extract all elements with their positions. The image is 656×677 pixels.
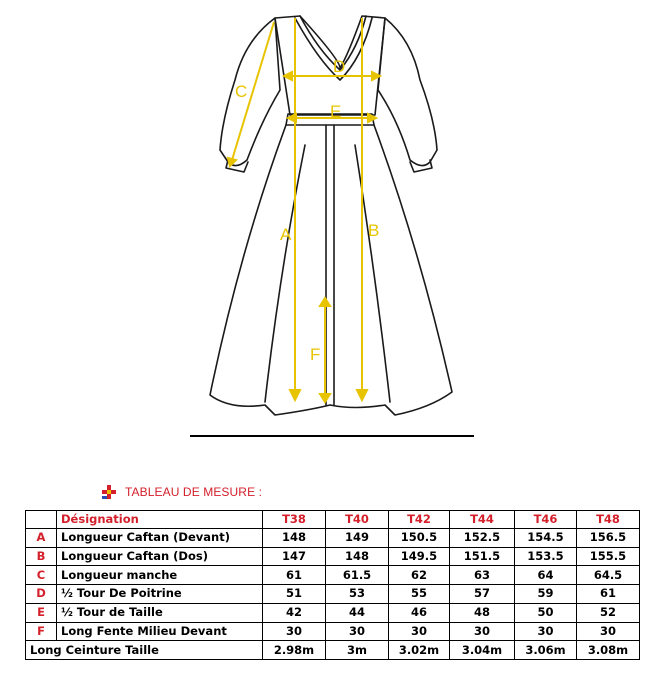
row-value: 147 bbox=[263, 547, 326, 566]
row-value: 61 bbox=[263, 566, 326, 585]
row-value: 153.5 bbox=[515, 547, 577, 566]
row-value: 149.5 bbox=[389, 547, 450, 566]
footer-value: 3.06m bbox=[515, 641, 577, 660]
dim-letter-f: F bbox=[310, 345, 321, 364]
dim-letter-a: A bbox=[280, 225, 292, 244]
row-value: 61 bbox=[577, 585, 640, 604]
row-label: Longueur Caftan (Devant) bbox=[57, 529, 263, 548]
row-label: Longueur manche bbox=[57, 566, 263, 585]
dim-letter-e: E bbox=[330, 102, 342, 121]
row-value: 148 bbox=[263, 529, 326, 548]
row-value: 57 bbox=[450, 585, 515, 604]
header-blank bbox=[26, 511, 57, 529]
footer-value: 3m bbox=[326, 641, 389, 660]
plus-star-icon bbox=[100, 484, 118, 500]
table-title-row bbox=[100, 484, 262, 500]
row-label: ½ Tour De Poitrine bbox=[57, 585, 263, 604]
header-size-t44: T44 bbox=[450, 511, 515, 529]
footer-value: 3.02m bbox=[389, 641, 450, 660]
row-value: 55 bbox=[389, 585, 450, 604]
row-value: 148 bbox=[326, 547, 389, 566]
row-value: 46 bbox=[389, 603, 450, 622]
row-value: 64.5 bbox=[577, 566, 640, 585]
header-size-t38: T38 bbox=[263, 511, 326, 529]
skirt-outline bbox=[210, 125, 452, 415]
row-value: 154.5 bbox=[515, 529, 577, 548]
row-value: 156.5 bbox=[577, 529, 640, 548]
row-value: 48 bbox=[450, 603, 515, 622]
dim-letter-c: C bbox=[235, 82, 248, 101]
row-value: 44 bbox=[326, 603, 389, 622]
footer-value: 3.08m bbox=[577, 641, 640, 660]
table-row bbox=[26, 585, 640, 604]
row-label: Long Fente Milieu Devant bbox=[57, 622, 263, 641]
row-value: 30 bbox=[263, 622, 326, 641]
footer-value: 2.98m bbox=[263, 641, 326, 660]
row-code: B bbox=[26, 547, 57, 566]
row-value: 30 bbox=[515, 622, 577, 641]
table-row bbox=[26, 603, 640, 622]
row-code: E bbox=[26, 603, 57, 622]
row-value: 152.5 bbox=[450, 529, 515, 548]
row-value: 42 bbox=[263, 603, 326, 622]
row-value: 62 bbox=[389, 566, 450, 585]
footer-label: Long Ceinture Taille bbox=[26, 641, 263, 660]
footer-value: 3.04m bbox=[450, 641, 515, 660]
row-value: 30 bbox=[326, 622, 389, 641]
table-row bbox=[26, 622, 640, 641]
row-code: F bbox=[26, 622, 57, 641]
row-code: A bbox=[26, 529, 57, 548]
right-sleeve bbox=[378, 18, 437, 166]
row-value: 30 bbox=[389, 622, 450, 641]
header-size-t48: T48 bbox=[577, 511, 640, 529]
dim-letter-d: D bbox=[333, 57, 346, 76]
table-footer-row bbox=[26, 641, 640, 660]
row-value: 63 bbox=[450, 566, 515, 585]
header-size-t46: T46 bbox=[515, 511, 577, 529]
row-value: 30 bbox=[577, 622, 640, 641]
table-row bbox=[26, 566, 640, 585]
table-title: TABLEAU DE MESURE : bbox=[125, 485, 263, 499]
row-value: 150.5 bbox=[389, 529, 450, 548]
dim-letter-b: B bbox=[368, 221, 380, 240]
row-code: C bbox=[26, 566, 57, 585]
left-sleeve bbox=[220, 18, 280, 166]
header-designation: Désignation bbox=[57, 511, 263, 529]
table-header-row bbox=[26, 511, 640, 529]
header-size-t40: T40 bbox=[326, 511, 389, 529]
center-slit bbox=[326, 125, 334, 405]
row-value: 59 bbox=[515, 585, 577, 604]
row-label: Longueur Caftan (Dos) bbox=[57, 547, 263, 566]
row-value: 61.5 bbox=[326, 566, 389, 585]
row-value: 51 bbox=[263, 585, 326, 604]
row-value: 30 bbox=[450, 622, 515, 641]
table-row bbox=[26, 547, 640, 566]
row-value: 50 bbox=[515, 603, 577, 622]
row-value: 64 bbox=[515, 566, 577, 585]
row-value: 53 bbox=[326, 585, 389, 604]
row-label: ½ Tour de Taille bbox=[57, 603, 263, 622]
row-value: 155.5 bbox=[577, 547, 640, 566]
table-row bbox=[26, 529, 640, 548]
header-size-t42: T42 bbox=[389, 511, 450, 529]
row-value: 149 bbox=[326, 529, 389, 548]
row-value: 151.5 bbox=[450, 547, 515, 566]
row-value: 52 bbox=[577, 603, 640, 622]
row-code: D bbox=[26, 585, 57, 604]
size-table bbox=[25, 510, 640, 660]
